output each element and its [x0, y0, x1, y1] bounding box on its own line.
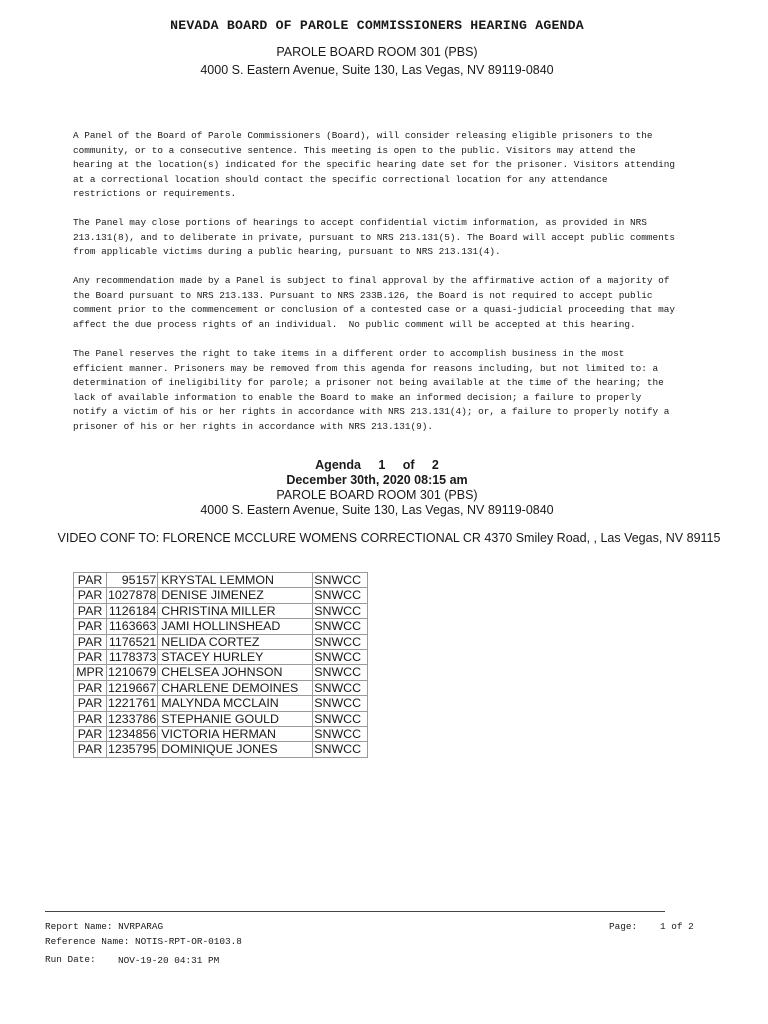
hearing-type-cell: PAR — [74, 634, 107, 649]
offender-name-cell: NELIDA CORTEZ — [158, 634, 313, 649]
report-name: Report Name: NVRPARAG — [45, 921, 164, 932]
offender-name-cell: STEPHANIE GOULD — [158, 711, 313, 726]
header-address: 4000 S. Eastern Avenue, Suite 130, Las Vegas, NV 89119-0840 — [200, 63, 554, 77]
roster-row — [74, 727, 368, 742]
intro-paragraph-4: The Panel reserves the right to take items in a different order to accomplish business in the most efficient manner. Prisoners may be removed from this agenda for reasons including, but not limited to: a determination of ineligibility for parole; a prisoner not being available at the time of the hearing; the lack of available information to enable the Board to make an informed decision; a failure to properly notify a victim of his or her rights in accordance with NRS 213.131(4); or, a failure to properly notify a prisoner of his or her rights in accordance with NRS 213.131(9). — [73, 348, 670, 432]
roster-row — [74, 588, 368, 603]
footer-divider — [45, 911, 665, 912]
offender-id-cell: 1176521 — [107, 634, 158, 649]
prisoner-roster-body — [74, 573, 368, 758]
page-number: 1 of 2 — [660, 921, 694, 932]
intro-paragraph-2: The Panel may close portions of hearings to accept confidential victim information, as provided in NRS 213.131(8), and to deliberate in private, pursuant to NRS 213.131(5). The Board will accept public comments from applicable victims during a public hearing, pursuant to NRS 213.131(4). — [73, 217, 675, 258]
offender-id-cell: 1126184 — [107, 603, 158, 618]
agenda-address: 4000 S. Eastern Avenue, Suite 130, Las Vegas, NV 89119-0840 — [200, 503, 554, 517]
offender-name-cell: CHARLENE DEMOINES — [158, 680, 313, 695]
institution-cell: SNWCC — [313, 634, 368, 649]
offender-name-cell: DOMINIQUE JONES — [158, 742, 313, 757]
offender-name-cell: CHRISTINA MILLER — [158, 603, 313, 618]
hearing-type-cell: PAR — [74, 711, 107, 726]
hearing-type-cell: PAR — [74, 573, 107, 588]
offender-id-cell: 1219667 — [108, 680, 157, 695]
institution-cell: SNWCC — [313, 680, 368, 695]
hearing-type-cell: PAR — [74, 650, 107, 665]
hearing-type-cell: PAR — [74, 742, 107, 757]
offender-id-cell: 1178373 — [107, 650, 158, 665]
offender-name-cell: MALYNDA MCCLAIN — [158, 696, 313, 711]
institution-cell: SNWCC — [313, 619, 368, 634]
roster-row — [74, 665, 368, 680]
intro-paragraph-1: A Panel of the Board of Parole Commissioners (Board), will consider releasing eligible prisoners to the community, or to a consecutive sentence. This meeting is open to the public. Visitors may attend the hearing at the location(s) indicated for the specific hearing date set for the prisoner. Visitors attending at a correctional location should contact the specific correctional location for any attendance restrictions or requirements. — [73, 130, 675, 200]
agenda-of-label: of — [402, 458, 415, 472]
prisoner-roster-table — [73, 572, 368, 758]
institution-cell: SNWCC — [313, 696, 368, 711]
run-date-value: NOV-19-20 04:31 PM — [118, 955, 220, 966]
roster-row — [74, 603, 368, 618]
offender-id-cell: 1163663 — [107, 619, 158, 634]
offender-id-cell: 1235795 — [108, 742, 157, 757]
offender-name-cell: VICTORIA HERMAN — [158, 727, 313, 742]
hearing-type-cell: MPR — [74, 665, 107, 680]
institution-cell: SNWCC — [313, 711, 368, 726]
roster-row — [74, 650, 368, 665]
offender-id-cell: 1233786 — [108, 711, 157, 726]
reference-name: Reference Name: NOTIS-RPT-OR-0103.8 — [45, 936, 242, 947]
roster-row — [74, 696, 368, 711]
agenda-label: Agenda — [315, 458, 361, 472]
header-room: PAROLE BOARD ROOM 301 (PBS) — [276, 45, 478, 59]
offender-name-cell: DENISE JIMENEZ — [158, 588, 313, 603]
hearing-type-cell: PAR — [74, 603, 107, 618]
offender-id-cell: 1234856 — [108, 727, 157, 742]
offender-id-cell: 1027878 — [108, 588, 157, 603]
hearing-type-cell: PAR — [74, 696, 107, 711]
offender-id-cell: 95157 — [107, 573, 158, 588]
hearing-type-cell: PAR — [74, 680, 107, 695]
roster-row — [74, 742, 368, 757]
agenda-room: PAROLE BOARD ROOM 301 (PBS) — [276, 488, 478, 502]
institution-cell: SNWCC — [313, 665, 368, 680]
offender-id-cell: 1221761 — [108, 696, 157, 711]
document-title: NEVADA BOARD OF PAROLE COMMISSIONERS HEARING AGENDA — [170, 18, 584, 33]
agenda-datetime: December 30th, 2020 08:15 am — [286, 473, 468, 487]
hearing-type-cell: PAR — [74, 619, 107, 634]
institution-cell: SNWCC — [313, 650, 368, 665]
institution-cell: SNWCC — [313, 603, 368, 618]
roster-row — [74, 619, 368, 634]
roster-row — [74, 634, 368, 649]
offender-name-cell: STACEY HURLEY — [158, 650, 313, 665]
institution-cell: SNWCC — [313, 573, 368, 588]
roster-row — [74, 711, 368, 726]
offender-name-cell: CHELSEA JOHNSON — [158, 665, 313, 680]
institution-cell: SNWCC — [313, 588, 368, 603]
intro-paragraph-3: Any recommendation made by a Panel is subject to final approval by the affirmative action of a majority of the Board pursuant to NRS 213.133. Pursuant to NRS 233B.126, the Board is not required to accept public comment prior to the commencement or conclusion of a contested case or a quasi-judicial proceeding that may affect the due process rights of an individual. No public comment will be accepted at this hearing. — [73, 275, 675, 330]
offender-id-cell: 1210679 — [108, 665, 157, 680]
agenda-current: 1 — [378, 458, 386, 472]
offender-name-cell: JAMI HOLLINSHEAD — [158, 619, 313, 634]
roster-row — [74, 573, 368, 588]
page-label: Page: — [609, 921, 638, 932]
roster-row — [74, 680, 368, 695]
agenda-number — [0, 458, 754, 472]
institution-cell: SNWCC — [313, 727, 368, 742]
hearing-type-cell: PAR — [74, 588, 107, 603]
institution-cell: SNWCC — [313, 742, 368, 757]
offender-name-cell: KRYSTAL LEMMON — [158, 573, 313, 588]
run-date-label: Run Date: — [45, 954, 96, 965]
hearing-type-cell: PAR — [74, 727, 107, 742]
agenda-total: 2 — [431, 458, 439, 472]
video-conference-location: VIDEO CONF TO: FLORENCE MCCLURE WOMENS CORRECTIONAL CR 4370 Smiley Road, , Las Vegas, NV 89115 — [57, 531, 721, 545]
